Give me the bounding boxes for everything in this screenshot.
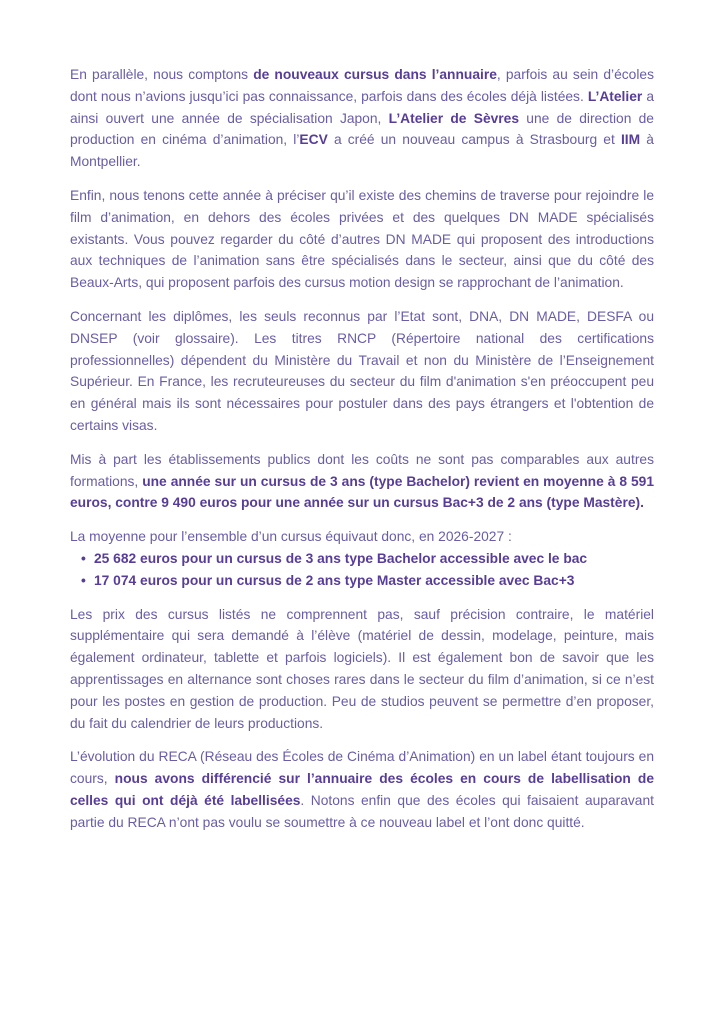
text-run: L’évolution du RECA (Réseau des Écoles de Cinéma d’Animation) en un label étant toujours en cours,: [70, 749, 654, 787]
text-run-bold: L’Atelier: [587, 88, 643, 104]
paragraph-moyenne-cursus-intro: [70, 526, 654, 548]
text-run: Enfin, nous tenons cette année à préciser qu’il existe des chemins de traverse pour rejoindre le film d’animation, en dehors des écoles privées et des quelques DN MADE spécialisés existants. Vous pouvez regarder du côté d’autres DN MADE qui proposent des introductions aux techniques de l’animation sans être spécialisés dans le secteur, ainsi que du côté des Beaux-Arts, qui proposent parfois des cursus motion design se rapprochant de l’animation.: [70, 187, 654, 291]
text-run: Mis à part les établissements publics dont les coûts ne sont pas comparables aux autres formations,: [70, 451, 654, 489]
text-run: Concernant les diplômes, les seuls reconnus par l’Etat sont, DNA, DN MADE, DESFA ou DNSEP (voir glossaire). Les titres RNCP (Répertoire national des certifications professionnelles) dépendent du Ministère du Travail et non du Ministère de l’Enseignement Supérieur. En France, les recruteureuses du secteur du film d'animation s'en préoccupent peu en général mais ils sont nécessaires pour postuler dans des pays étrangers et l'obtention de certains visas.: [70, 308, 654, 433]
text-run: La moyenne pour l’ensemble d’un cursus équivaut donc, en 2026-2027 :: [70, 529, 512, 545]
list-item-master-cost: • 17 074 euros pour un cursus de 2 ans type Master accessible avec Bac+3: [70, 570, 654, 592]
text-run-bold: ECV: [299, 132, 328, 148]
text-run-bold: une année sur un cursus de 3 ans (type Bachelor) revient en moyenne à 8 591 euros, contre 9 490 euros pour une année sur un cursus Bac+3 de 2 ans (type Mastère).: [70, 473, 654, 511]
text-run-bold: nous avons différencié sur l’annuaire des écoles en cours de labellisation de celles qui ont déjà été labellisées: [70, 771, 655, 808]
paragraph-couts-moyens: [70, 449, 654, 514]
text-run: à Montpellier.: [70, 132, 654, 170]
text-run-bold: de nouveaux cursus dans l’annuaire: [253, 67, 497, 82]
text-run: a créé un nouveau campus à Strasbourg et: [327, 132, 621, 148]
paragraph-chemins-de-traverse: [70, 185, 654, 294]
list-item-bachelor-cost: • 25 682 euros pour un cursus de 3 ans type Bachelor accessible avec le bac: [70, 548, 654, 570]
paragraph-nouveaux-cursus: [70, 64, 654, 173]
paragraph-prix-materiel: [70, 604, 654, 735]
text-run: a ainsi ouvert une année de spécialisation Japon,: [70, 88, 654, 126]
text-run: une de direction de production en cinéma d’animation, l’: [70, 110, 654, 148]
text-run-bold: IIM: [620, 132, 641, 148]
paragraph-reca-label: [70, 746, 654, 833]
cost-bullet-list: [70, 548, 654, 592]
text-run: En parallèle, nous comptons: [70, 67, 254, 82]
text-run-bold: L’Atelier de Sèvres: [388, 110, 520, 126]
text-run: . Notons enfin que des écoles qui faisaient auparavant partie du RECA n’ont pas voulu se soumettre à ce nouveau label et l’ont donc quitté.: [70, 792, 654, 830]
text-run: , parfois au sein d’écoles dont nous n’avions jusqu’ici pas connaissance, parfois dans des écoles déjà listées.: [70, 67, 654, 104]
paragraph-diplomes: [70, 306, 654, 437]
text-run: Les prix des cursus listés ne comprennent pas, sauf précision contraire, le matériel supplémentaire qui sera demandé à l’élève (matériel de dessin, modelage, peinture, mais également ordinateur, tablette et parfois logiciels). Il est également bon de savoir que les apprentissages en alternance sont choses rares dans le secteur du film d’animation, si ce n’est pour les postes en gestion de production. Peu de studios peuvent se permettre d’en proposer, du fait du calendrier de leurs productions.: [70, 606, 654, 731]
